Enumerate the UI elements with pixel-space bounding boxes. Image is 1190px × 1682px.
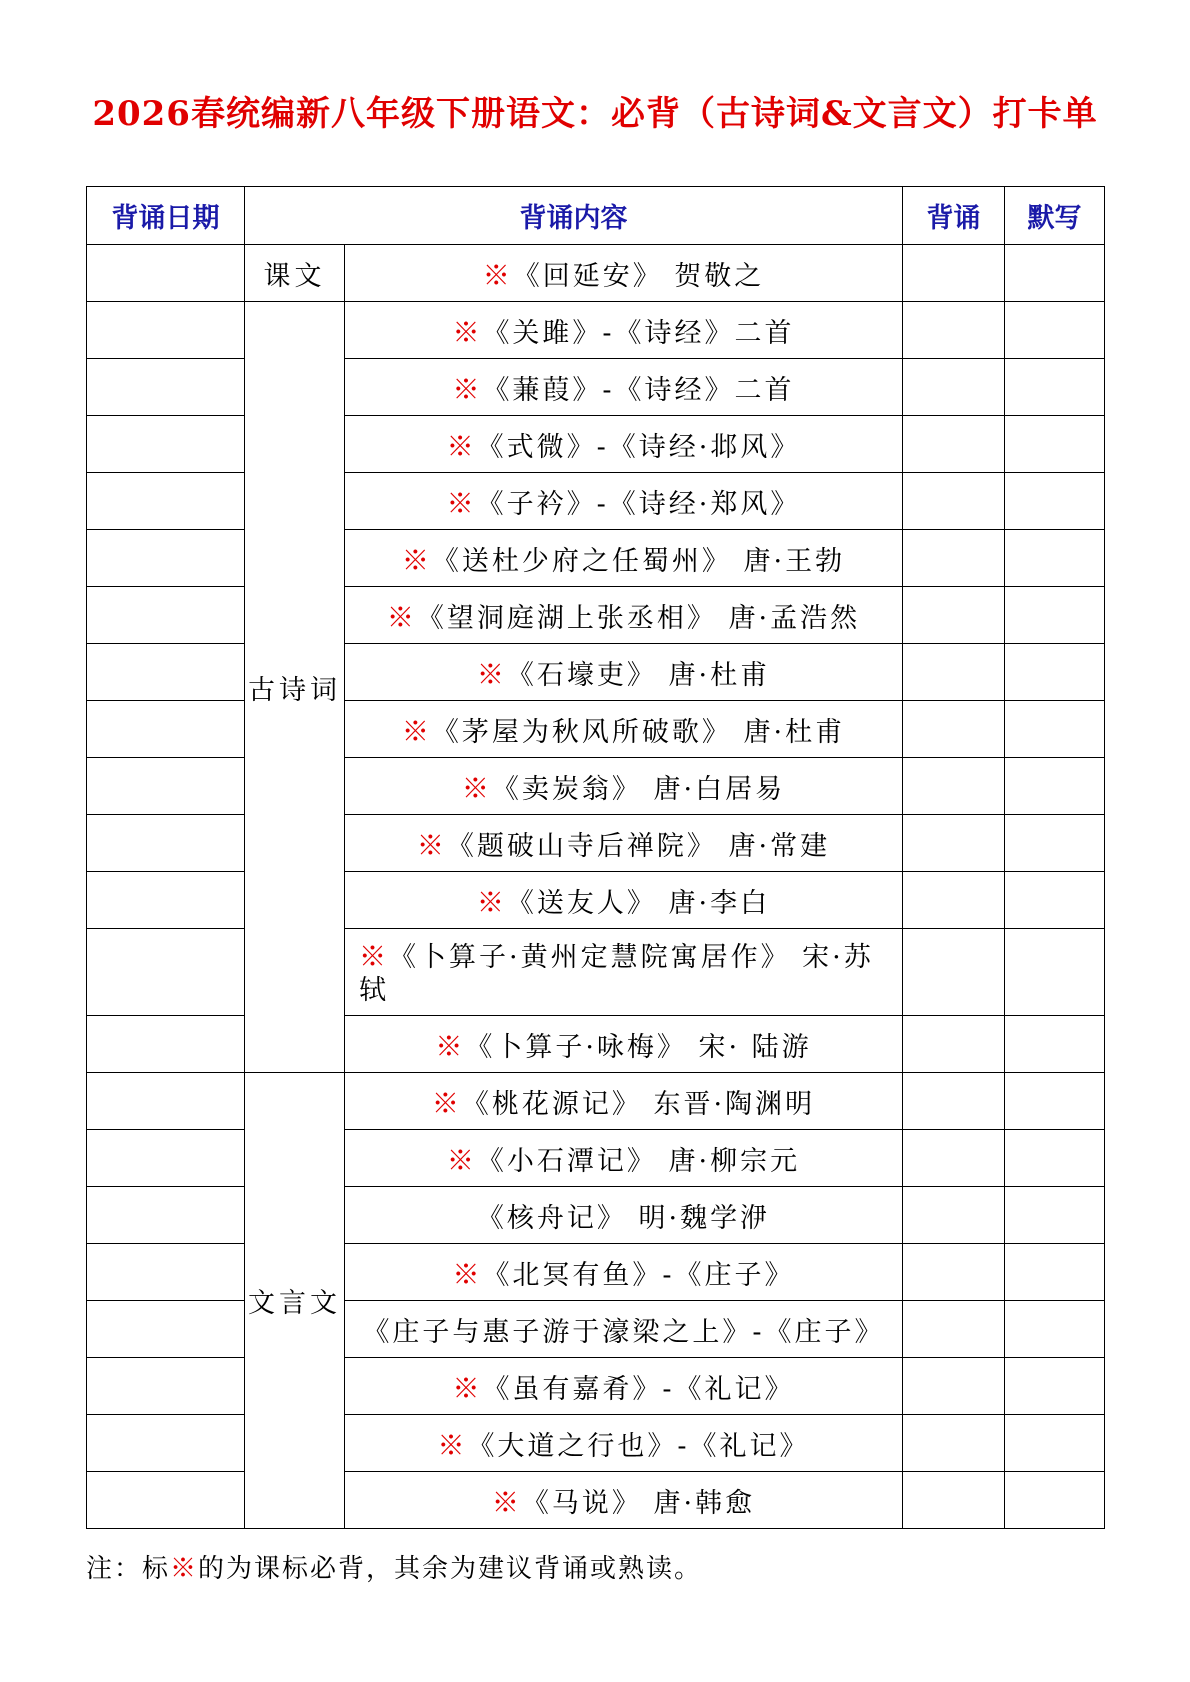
recitation-title: 《蒹葭》-《诗经》二首 [482, 374, 795, 406]
dictation-check-cell[interactable] [1005, 929, 1105, 1016]
date-cell[interactable] [87, 359, 245, 416]
content-cell [345, 1415, 903, 1472]
dictation-check-cell[interactable] [1005, 815, 1105, 872]
recitation-title: 《马说》 唐·韩愈 [521, 1487, 756, 1519]
content-cell [345, 473, 903, 530]
date-cell[interactable] [87, 701, 245, 758]
page-title: 2026春统编新八年级下册语文：必背（古诗词&文言文）打卡单 [92, 94, 1098, 134]
recite-check-cell[interactable] [903, 302, 1005, 359]
required-mark-icon: ※ [401, 716, 432, 748]
required-mark-icon: ※ [461, 773, 492, 805]
dictation-check-cell[interactable] [1005, 359, 1105, 416]
dictation-check-cell[interactable] [1005, 701, 1105, 758]
recitation-title: 《核舟记》 明·魏学洢 [476, 1202, 771, 1234]
header-recite: 背诵 [903, 187, 1005, 245]
table-row [87, 302, 1105, 359]
recite-check-cell[interactable] [903, 530, 1005, 587]
date-cell[interactable] [87, 1073, 245, 1130]
date-cell[interactable] [87, 872, 245, 929]
recitation-title: 《虽有嘉肴》-《礼记》 [482, 1373, 795, 1405]
date-cell[interactable] [87, 1472, 245, 1529]
recite-check-cell[interactable] [903, 416, 1005, 473]
recitation-title: 《卜算子·咏梅》 宋· 陆游 [465, 1031, 812, 1063]
recitation-title: 《式微》-《诗经·邶风》 [476, 431, 801, 463]
date-cell[interactable] [87, 644, 245, 701]
dictation-check-cell[interactable] [1005, 1244, 1105, 1301]
required-mark-icon: ※ [476, 659, 507, 691]
recitation-title: 《送友人》 唐·李白 [506, 887, 771, 919]
content-cell [345, 1073, 903, 1130]
dictation-check-cell[interactable] [1005, 872, 1105, 929]
table-row [87, 1187, 1105, 1244]
category-cell: 文言文 [245, 1073, 345, 1529]
date-cell[interactable] [87, 1016, 245, 1073]
table-row [87, 1244, 1105, 1301]
dictation-check-cell[interactable] [1005, 1073, 1105, 1130]
recitation-title: 《石壕吏》 唐·杜甫 [506, 659, 771, 691]
table-row [87, 701, 1105, 758]
recitation-title: 《大道之行也》-《礼记》 [467, 1430, 810, 1462]
content-cell [345, 872, 903, 929]
date-cell[interactable] [87, 245, 245, 302]
recite-check-cell[interactable] [903, 1415, 1005, 1472]
content-cell [345, 1301, 903, 1358]
checkin-table [86, 186, 1105, 1529]
table-row [87, 1472, 1105, 1529]
recitation-title: 《送杜少府之任蜀州》 唐·王勃 [431, 545, 846, 577]
content-cell [345, 359, 903, 416]
content-cell [345, 530, 903, 587]
recite-check-cell[interactable] [903, 1301, 1005, 1358]
recitation-title: 《子衿》-《诗经·郑风》 [476, 488, 801, 520]
recite-check-cell[interactable] [903, 1187, 1005, 1244]
recite-check-cell[interactable] [903, 245, 1005, 302]
date-cell[interactable] [87, 1415, 245, 1472]
recite-check-cell[interactable] [903, 701, 1005, 758]
date-cell[interactable] [87, 1301, 245, 1358]
recite-check-cell[interactable] [903, 644, 1005, 701]
required-mark-icon: ※ [482, 260, 513, 292]
recitation-title: 《关雎》-《诗经》二首 [482, 317, 795, 349]
recitation-title: 《回延安》 贺敬之 [512, 260, 765, 292]
content-cell [345, 1358, 903, 1415]
dictation-check-cell[interactable] [1005, 302, 1105, 359]
dictation-check-cell[interactable] [1005, 473, 1105, 530]
date-cell[interactable] [87, 416, 245, 473]
recite-check-cell[interactable] [903, 473, 1005, 530]
table-row [87, 929, 1105, 1016]
required-mark-icon: ※ [401, 545, 432, 577]
table-row [87, 473, 1105, 530]
table-row [87, 1301, 1105, 1358]
dictation-check-cell[interactable] [1005, 1415, 1105, 1472]
required-mark-icon: ※ [359, 942, 389, 973]
required-mark-icon: ※ [452, 317, 483, 349]
date-cell[interactable] [87, 1358, 245, 1415]
content-cell [345, 701, 903, 758]
required-mark-icon: ※ [446, 1145, 477, 1177]
table-row [87, 587, 1105, 644]
recitation-title: 《题破山寺后禅院》 唐·常建 [446, 830, 831, 862]
date-cell[interactable] [87, 473, 245, 530]
recite-check-cell[interactable] [903, 1358, 1005, 1415]
date-cell[interactable] [87, 1244, 245, 1301]
date-cell[interactable] [87, 815, 245, 872]
content-cell [345, 929, 903, 1016]
table-row [87, 872, 1105, 929]
category-cell: 古诗词 [245, 302, 345, 1073]
recitation-title: 《卖炭翁》 唐·白居易 [491, 773, 786, 805]
content-cell [345, 1472, 903, 1529]
table-row [87, 815, 1105, 872]
recitation-title: 《北冥有鱼》-《庄子》 [482, 1259, 795, 1291]
recitation-title: 《小石潭记》 唐·柳宗元 [476, 1145, 801, 1177]
content-cell [345, 758, 903, 815]
recite-check-cell[interactable] [903, 929, 1005, 1016]
footnote-prefix: 注：标 [86, 1554, 171, 1584]
dictation-check-cell[interactable] [1005, 587, 1105, 644]
content-cell [345, 1187, 903, 1244]
content-cell [345, 587, 903, 644]
footnote [86, 1548, 702, 1585]
required-mark-icon: ※ [431, 1088, 462, 1120]
required-mark-icon: ※ [416, 830, 447, 862]
table-row [87, 359, 1105, 416]
dictation-check-cell[interactable] [1005, 758, 1105, 815]
recite-check-cell[interactable] [903, 1073, 1005, 1130]
recite-check-cell[interactable] [903, 815, 1005, 872]
footnote-suffix: 的为课标必背，其余为建议背诵或熟读。 [198, 1554, 703, 1584]
recite-check-cell[interactable] [903, 872, 1005, 929]
recitation-title: 《桃花源记》 东晋·陶渊明 [461, 1088, 816, 1120]
required-mark-icon: ※ [452, 1373, 483, 1405]
date-cell[interactable] [87, 929, 245, 1016]
recite-check-cell[interactable] [903, 359, 1005, 416]
date-cell[interactable] [87, 302, 245, 359]
required-mark-icon: ※ [452, 374, 483, 406]
table-row [87, 1358, 1105, 1415]
table-row [87, 1415, 1105, 1472]
required-mark-icon: ※ [452, 1259, 483, 1291]
recite-check-cell[interactable] [903, 1244, 1005, 1301]
dictation-check-cell[interactable] [1005, 1358, 1105, 1415]
required-mark-icon: ※ [386, 602, 417, 634]
table-row [87, 1130, 1105, 1187]
required-mark-icon: ※ [476, 887, 507, 919]
required-mark-icon: ※ [446, 488, 477, 520]
recite-check-cell[interactable] [903, 587, 1005, 644]
dictation-check-cell[interactable] [1005, 644, 1105, 701]
dictation-check-cell[interactable] [1005, 416, 1105, 473]
table-row [87, 1016, 1105, 1073]
content-cell [345, 1130, 903, 1187]
required-mark-icon: ※ [435, 1031, 466, 1063]
table-row [87, 530, 1105, 587]
recitation-title: 《卜算子·黄州定慧院寓居作》 宋·苏轼 [359, 942, 874, 1006]
content-cell [345, 644, 903, 701]
recite-check-cell[interactable] [903, 1016, 1005, 1073]
recitation-title: 《望洞庭湖上张丞相》 唐·孟浩然 [416, 602, 861, 634]
category-cell: 课文 [245, 245, 345, 302]
recite-check-cell[interactable] [903, 1472, 1005, 1529]
recitation-title: 《茅屋为秋风所破歌》 唐·杜甫 [431, 716, 846, 748]
header-date: 背诵日期 [87, 187, 245, 245]
date-cell[interactable] [87, 530, 245, 587]
date-cell[interactable] [87, 758, 245, 815]
table-row [87, 245, 1105, 302]
date-cell[interactable] [87, 1130, 245, 1187]
table-header-row [87, 187, 1105, 245]
recite-check-cell[interactable] [903, 1130, 1005, 1187]
content-cell [345, 245, 903, 302]
dictation-check-cell[interactable] [1005, 1187, 1105, 1244]
dictation-check-cell[interactable] [1005, 1472, 1105, 1529]
recite-check-cell[interactable] [903, 758, 1005, 815]
reference-mark-icon: ※ [170, 1554, 199, 1584]
recitation-title: 《庄子与惠子游于濠梁之上》-《庄子》 [362, 1316, 885, 1348]
content-cell [345, 815, 903, 872]
dictation-check-cell[interactable] [1005, 1016, 1105, 1073]
required-mark-icon: ※ [446, 431, 477, 463]
table-row [87, 758, 1105, 815]
date-cell[interactable] [87, 587, 245, 644]
dictation-check-cell[interactable] [1005, 1301, 1105, 1358]
required-mark-icon: ※ [437, 1430, 468, 1462]
content-cell [345, 302, 903, 359]
table-row [87, 644, 1105, 701]
dictation-check-cell[interactable] [1005, 530, 1105, 587]
required-mark-icon: ※ [491, 1487, 522, 1519]
dictation-check-cell[interactable] [1005, 1130, 1105, 1187]
content-cell [345, 416, 903, 473]
content-cell [345, 1244, 903, 1301]
header-content: 背诵内容 [245, 187, 903, 245]
table-row [87, 1073, 1105, 1130]
dictation-check-cell[interactable] [1005, 245, 1105, 302]
date-cell[interactable] [87, 1187, 245, 1244]
content-cell [345, 1016, 903, 1073]
header-dictation: 默写 [1005, 187, 1105, 245]
table-row [87, 416, 1105, 473]
